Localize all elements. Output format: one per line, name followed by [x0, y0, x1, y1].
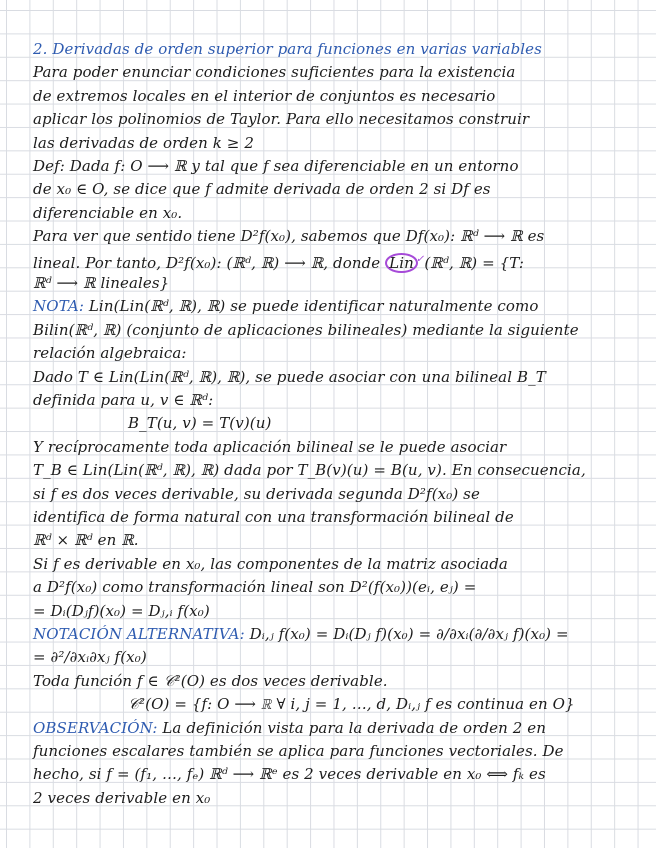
- text-line: [33, 646, 147, 668]
- text-line: [33, 202, 182, 224]
- text-line: [33, 178, 491, 200]
- line-text: relación algebraica:: [33, 344, 187, 363]
- line-text: T_B ∈ Lin(Lin(ℝᵈ, ℝ), ℝ) dada por T_B(v)(u) = B(u, v). En consecuencia,: [33, 461, 586, 480]
- line-text: Y recíprocamente toda aplicación bilineal se le puede asociar: [33, 437, 507, 456]
- line-text: B_T(u, v) = T(v)(u): [128, 414, 272, 433]
- line-text: ℝᵈ ⟶ ℝ lineales}: [33, 274, 170, 292]
- line-text: de x₀ ∈ O, se dice que f admite derivada de orden 2 si Df es: [33, 180, 491, 199]
- text-line: [33, 61, 515, 83]
- line-text: 𝒞²(O) = {f: O ⟶ ℝ ∀ i, j = 1, …, d, Dᵢ,ⱼ f es continua en O}: [128, 695, 575, 714]
- text-line: [33, 436, 506, 458]
- line-text: ℝᵈ × ℝᵈ en ℝ.: [33, 531, 139, 550]
- text-line: [33, 600, 210, 622]
- line-text: 2 veces derivable en x₀: [33, 788, 211, 807]
- annotation-mark-icon: ✓: [415, 253, 425, 265]
- text-line: [33, 740, 564, 762]
- text-line: [33, 272, 169, 294]
- line-text: funciones escalares también se aplica para funciones vectoriales. De: [33, 742, 564, 760]
- line-text: Dado T ∈ Lin(Lin(ℝᵈ, ℝ), ℝ), se puede asociar con una bilineal B_T: [33, 367, 546, 386]
- line-text: lineal. Por tanto, D²f(x₀): (ℝᵈ, ℝ) ⟶ ℝ, donde: [33, 253, 386, 272]
- text-line: [33, 763, 546, 785]
- line-text: = ∂²/∂xᵢ∂xⱼ f(x₀): [33, 648, 147, 667]
- text-line: [33, 225, 544, 247]
- text-line: [33, 623, 569, 645]
- text-line: [33, 717, 546, 739]
- text-line: [33, 506, 514, 528]
- section-label: NOTA:: [33, 297, 89, 316]
- section-label: NOTACIÓN ALTERNATIVA:: [33, 625, 250, 643]
- text-line: [33, 342, 187, 364]
- line-text: hecho, si f = (f₁, …, fₑ) ℝᵈ ⟶ ℝᵉ es 2 veces derivable en x₀ ⟺ fₖ es: [33, 765, 546, 784]
- section-label: OBSERVACIÓN:: [33, 718, 163, 737]
- circled-term: Lin: [385, 253, 418, 273]
- text-line: [128, 412, 271, 434]
- text-line: [33, 366, 546, 388]
- text-line: [33, 483, 480, 505]
- text-line: [33, 38, 542, 60]
- line-text-after: (ℝᵈ, ℝ) = {T:: [424, 253, 525, 272]
- line-text: a D²f(x₀) como transformación lineal son D²(f(x₀))(eᵢ, eⱼ) =: [33, 578, 477, 597]
- line-text: 2. Derivadas de orden superior para funciones en varias variables: [33, 40, 542, 58]
- text-line: [33, 787, 210, 809]
- text-line: [33, 249, 524, 274]
- line-text: Bilin(ℝᵈ, ℝ) (conjunto de aplicaciones bilineales) mediante la siguiente: [33, 320, 579, 339]
- line-text: = Dᵢ(Dⱼf)(x₀) = Dⱼ,ᵢ f(x₀): [33, 601, 210, 620]
- text-line: [33, 85, 495, 107]
- line-text: de extremos locales en el interior de conjuntos es necesario: [33, 86, 496, 105]
- line-text: las derivadas de orden k ≥ 2: [33, 133, 254, 152]
- line-text: aplicar los polinomios de Taylor. Para ello necesitamos construir: [33, 110, 530, 129]
- line-text: Lin(Lin(ℝᵈ, ℝ), ℝ) se puede identificar naturalmente como: [88, 297, 539, 316]
- text-line: [33, 108, 529, 130]
- line-text: Para poder enunciar condiciones suficientes para la existencia: [33, 63, 516, 82]
- text-line: [33, 295, 539, 317]
- line-text: diferenciable en x₀.: [33, 203, 183, 222]
- text-line: [33, 389, 213, 411]
- line-text: si f es dos veces derivable, su derivada segunda D²f(x₀) se: [33, 484, 480, 503]
- line-text: identifica de forma natural con una transformación bilineal de: [33, 508, 514, 526]
- line-text: Toda función f ∈ 𝒞²(O) es dos veces derivable.: [33, 671, 388, 690]
- text-line: [33, 459, 586, 481]
- line-text: Dᵢ,ⱼ f(x₀) = Dᵢ(Dⱼ f)(x₀) = ∂/∂xᵢ(∂/∂xⱼ f)(x₀) =: [249, 625, 569, 643]
- text-line: [33, 319, 579, 341]
- text-line: [128, 693, 575, 715]
- text-line: [33, 155, 519, 177]
- line-text: Si f es derivable en x₀, las componentes de la matriz asociada: [33, 554, 508, 573]
- text-line: [33, 576, 476, 598]
- text-line: [33, 670, 388, 692]
- text-line: [33, 132, 254, 154]
- text-line: [33, 529, 139, 551]
- line-text: definida para u, v ∈ ℝᵈ:: [33, 391, 214, 409]
- line-text: Def: Dada f: O ⟶ ℝ y tal que f sea diferenciable en un entorno: [33, 157, 519, 175]
- text-line: [33, 553, 508, 575]
- line-text: Para ver que sentido tiene D²f(x₀), sabemos que Df(x₀): ℝᵈ ⟶ ℝ es: [33, 227, 545, 246]
- line-text: La definición vista para la derivada de orden 2 en: [162, 718, 547, 737]
